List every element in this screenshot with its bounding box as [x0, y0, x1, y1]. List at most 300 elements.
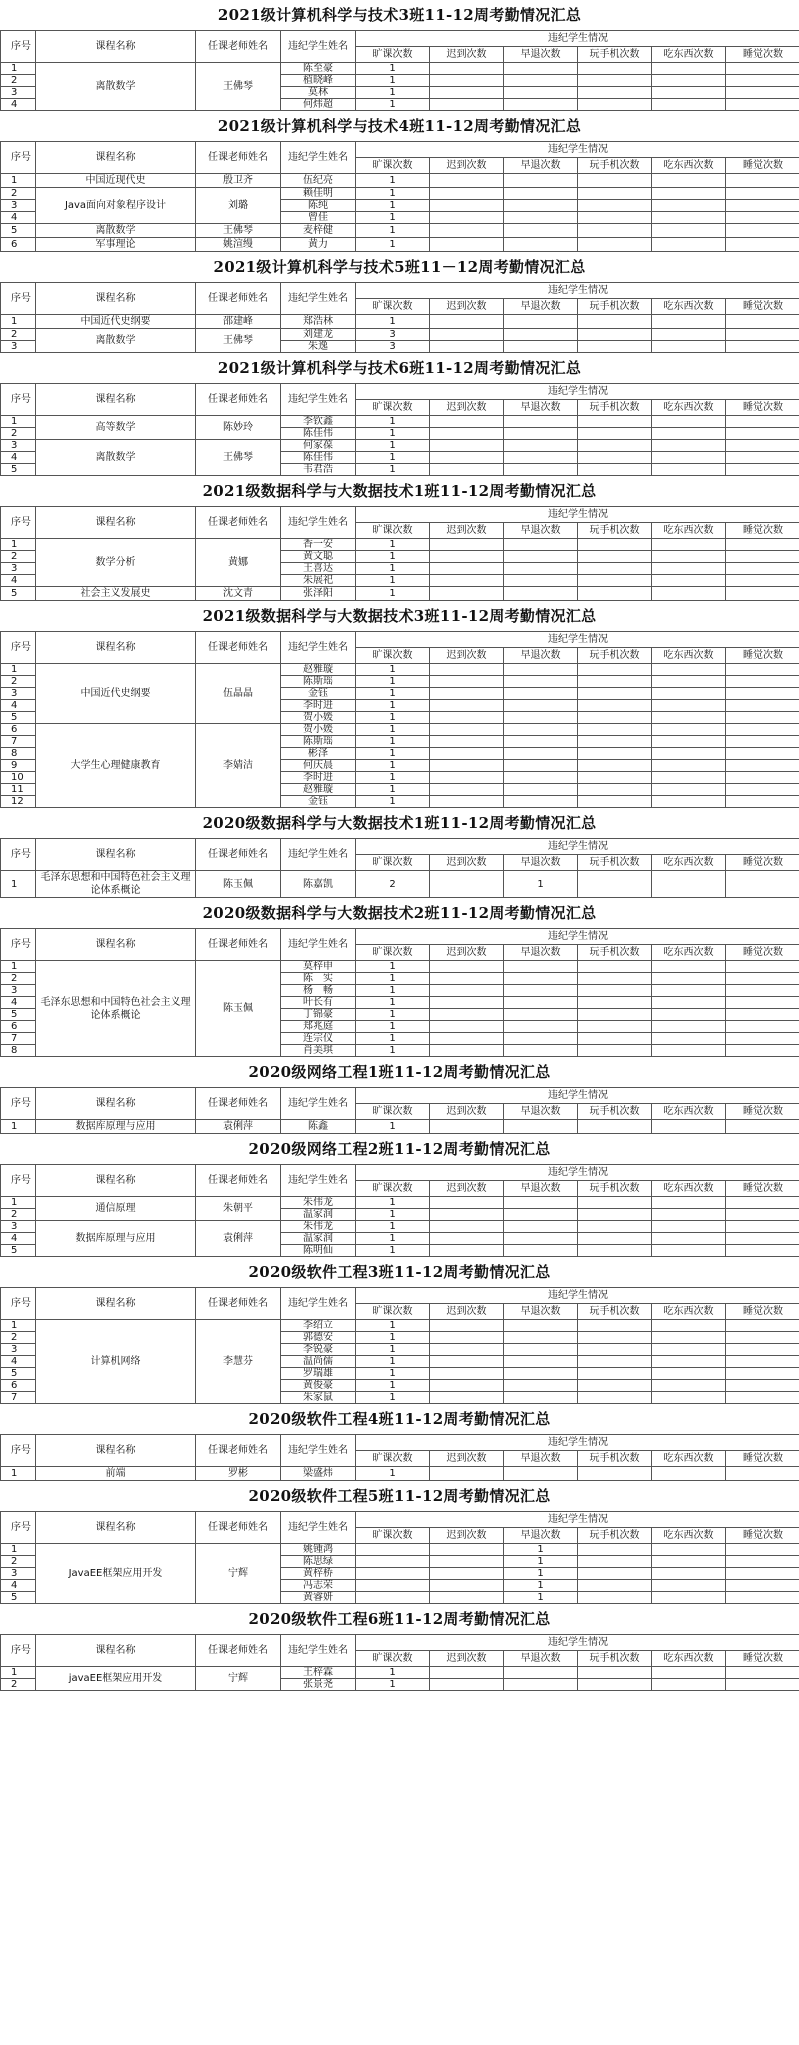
count-cell: [726, 1120, 799, 1134]
table-row: [1, 664, 799, 676]
header-seq: 序号: [1, 507, 36, 539]
count-cell: [430, 1344, 504, 1356]
count-cell: [578, 871, 652, 898]
count-cell: [356, 1580, 430, 1592]
header-count-col: 旷课次数: [356, 1528, 430, 1544]
count-cell: [430, 784, 504, 796]
count-cell: [726, 440, 799, 452]
count-cell: 1: [356, 760, 430, 772]
count-cell: [578, 563, 652, 575]
count-cell: [504, 87, 578, 99]
count-cell: [726, 1544, 799, 1556]
attendance-table: [0, 1511, 799, 1604]
count-cell: 1: [356, 416, 430, 428]
row-seq: 1: [1, 174, 36, 188]
count-cell: 1: [356, 1233, 430, 1245]
student-name: 贺小媛: [281, 712, 356, 724]
header-course: 课程名称: [36, 839, 196, 871]
count-cell: [430, 1356, 504, 1368]
count-cell: [652, 1209, 726, 1221]
count-cell: [652, 99, 726, 111]
count-cell: [726, 784, 799, 796]
count-cell: [726, 712, 799, 724]
count-cell: [578, 575, 652, 587]
count-cell: [504, 688, 578, 700]
table-row: [1, 1544, 799, 1556]
count-cell: [356, 1544, 430, 1556]
count-cell: [504, 1120, 578, 1134]
header-count-col: 睡觉次数: [726, 1181, 799, 1197]
header-count-col: 睡觉次数: [726, 299, 799, 315]
count-cell: [578, 724, 652, 736]
count-cell: [652, 224, 726, 238]
count-cell: [430, 1580, 504, 1592]
count-cell: [726, 1392, 799, 1404]
row-seq: 4: [1, 212, 36, 224]
count-cell: [430, 75, 504, 87]
count-cell: [430, 1380, 504, 1392]
student-name: 何炜超: [281, 99, 356, 111]
count-cell: [578, 1197, 652, 1209]
header-course: 课程名称: [36, 1435, 196, 1467]
count-cell: 1: [356, 188, 430, 200]
header-seq: 序号: [1, 384, 36, 416]
count-cell: [578, 1568, 652, 1580]
count-cell: 2: [356, 871, 430, 898]
count-cell: [504, 563, 578, 575]
count-cell: [430, 748, 504, 760]
section-title: 2021级计算机科学与技术6班11-12周考勤情况汇总: [217, 359, 582, 377]
count-cell: [430, 563, 504, 575]
count-cell: 1: [356, 712, 430, 724]
count-cell: [430, 1320, 504, 1332]
count-cell: [652, 1667, 726, 1679]
student-name: 朱展祀: [281, 575, 356, 587]
count-cell: [578, 341, 652, 353]
course-name: javaEE框架应用开发: [36, 1667, 196, 1691]
course-name: 数据库原理与应用: [36, 1120, 196, 1134]
count-cell: [356, 1568, 430, 1580]
count-cell: [504, 539, 578, 551]
row-seq: 1: [1, 539, 36, 551]
count-cell: [652, 1045, 726, 1057]
count-cell: [504, 1021, 578, 1033]
count-cell: [578, 428, 652, 440]
count-cell: 1: [356, 1221, 430, 1233]
table-row: [1, 440, 799, 452]
header-row: [1, 929, 799, 945]
count-cell: [578, 1356, 652, 1368]
header-row: [1, 839, 799, 855]
count-cell: [504, 188, 578, 200]
count-cell: [652, 587, 726, 601]
count-cell: 1: [356, 1368, 430, 1380]
attendance-table: [0, 1287, 799, 1404]
count-cell: [652, 676, 726, 688]
count-cell: [652, 212, 726, 224]
header-count-col: 吃东西次数: [652, 400, 726, 416]
student-name: 金钰: [281, 688, 356, 700]
header-count-col: 睡觉次数: [726, 1528, 799, 1544]
student-name: 韦君浩: [281, 464, 356, 476]
header-count-col: 早退次数: [504, 1104, 578, 1120]
teacher-name: 陈玉佩: [196, 871, 281, 898]
table-row: [1, 587, 799, 601]
count-cell: [726, 224, 799, 238]
count-cell: [504, 315, 578, 329]
student-name: 温家润: [281, 1233, 356, 1245]
count-cell: [726, 676, 799, 688]
student-name: 赵雅璇: [281, 784, 356, 796]
table-row: [1, 188, 799, 200]
count-cell: [430, 1033, 504, 1045]
count-cell: [652, 575, 726, 587]
count-cell: 1: [356, 174, 430, 188]
count-cell: [578, 87, 652, 99]
count-cell: [430, 760, 504, 772]
count-cell: [726, 973, 799, 985]
course-name: 计算机网络: [36, 1320, 196, 1404]
teacher-name: 王佛琴: [196, 440, 281, 476]
count-cell: [504, 1368, 578, 1380]
count-cell: [726, 539, 799, 551]
header-row: [1, 1512, 799, 1528]
count-cell: [652, 1344, 726, 1356]
header-count-col: 迟到次数: [430, 1304, 504, 1320]
count-cell: [430, 63, 504, 75]
count-cell: [652, 1679, 726, 1691]
count-cell: [578, 587, 652, 601]
count-cell: [726, 1356, 799, 1368]
row-seq: 4: [1, 1233, 36, 1245]
count-cell: [578, 1233, 652, 1245]
count-cell: [504, 1320, 578, 1332]
header-count-col: 玩手机次数: [578, 855, 652, 871]
header-violation-group: 违纪学生情况: [356, 142, 799, 158]
row-seq: 7: [1, 736, 36, 748]
header-count-col: 早退次数: [504, 400, 578, 416]
count-cell: [652, 688, 726, 700]
header-seq: 序号: [1, 1435, 36, 1467]
header-teacher: 任课老师姓名: [196, 839, 281, 871]
header-count-col: 早退次数: [504, 648, 578, 664]
student-name: 何家葆: [281, 440, 356, 452]
header-count-col: 早退次数: [504, 855, 578, 871]
header-row: [1, 283, 799, 299]
header-count-col: 吃东西次数: [652, 1451, 726, 1467]
student-name: 连宗仪: [281, 1033, 356, 1045]
count-cell: [652, 200, 726, 212]
count-cell: [578, 63, 652, 75]
attendance-section: [0, 476, 799, 601]
header-student: 违纪学生姓名: [281, 1165, 356, 1197]
course-name: 中国近代史纲要: [36, 315, 196, 329]
count-cell: [504, 464, 578, 476]
row-seq: 5: [1, 1245, 36, 1257]
count-cell: [578, 1380, 652, 1392]
header-student: 违纪学生姓名: [281, 1288, 356, 1320]
row-seq: 5: [1, 1368, 36, 1380]
teacher-name: 邵建峰: [196, 315, 281, 329]
count-cell: [726, 1368, 799, 1380]
student-name: 王梓霖: [281, 1667, 356, 1679]
row-seq: 6: [1, 1380, 36, 1392]
count-cell: [430, 700, 504, 712]
count-cell: [726, 961, 799, 973]
count-cell: [504, 676, 578, 688]
student-name: 李时进: [281, 772, 356, 784]
count-cell: [578, 212, 652, 224]
header-count-col: 迟到次数: [430, 1181, 504, 1197]
count-cell: [652, 329, 726, 341]
row-seq: 4: [1, 700, 36, 712]
header-count-col: 迟到次数: [430, 400, 504, 416]
count-cell: [504, 1245, 578, 1257]
count-cell: 1: [356, 1356, 430, 1368]
teacher-name: 宁辉: [196, 1667, 281, 1691]
student-name: 陈嘉凯: [281, 871, 356, 898]
table-row: [1, 1667, 799, 1679]
count-cell: 1: [356, 1392, 430, 1404]
attendance-section: [0, 898, 799, 1057]
student-name: 陈佳伟: [281, 428, 356, 440]
count-cell: [430, 575, 504, 587]
count-cell: [504, 1233, 578, 1245]
count-cell: [578, 440, 652, 452]
row-seq: 2: [1, 1209, 36, 1221]
count-cell: [726, 997, 799, 1009]
count-cell: [652, 563, 726, 575]
count-cell: [430, 87, 504, 99]
row-seq: 2: [1, 428, 36, 440]
student-name: 郭德安: [281, 1332, 356, 1344]
row-seq: 5: [1, 587, 36, 601]
count-cell: [504, 212, 578, 224]
table-row: [1, 961, 799, 973]
count-cell: [652, 1245, 726, 1257]
count-cell: 1: [356, 212, 430, 224]
count-cell: [578, 464, 652, 476]
count-cell: [578, 784, 652, 796]
count-cell: [504, 551, 578, 563]
header-teacher: 任课老师姓名: [196, 1635, 281, 1667]
course-name: JavaEE框架应用开发: [36, 1544, 196, 1604]
header-teacher: 任课老师姓名: [196, 1165, 281, 1197]
count-cell: [430, 1667, 504, 1679]
student-name: 黄睿妍: [281, 1592, 356, 1604]
course-name: 通信原理: [36, 1197, 196, 1221]
count-cell: [578, 224, 652, 238]
row-seq: 4: [1, 1580, 36, 1592]
row-seq: 3: [1, 1344, 36, 1356]
header-course: 课程名称: [36, 384, 196, 416]
header-count-col: 玩手机次数: [578, 47, 652, 63]
count-cell: [652, 1332, 726, 1344]
count-cell: [430, 1233, 504, 1245]
header-count-col: 玩手机次数: [578, 1451, 652, 1467]
count-cell: [504, 1392, 578, 1404]
count-cell: [652, 871, 726, 898]
header-student: 违纪学生姓名: [281, 1088, 356, 1120]
row-seq: 5: [1, 224, 36, 238]
count-cell: [652, 700, 726, 712]
count-cell: 1: [356, 664, 430, 676]
header-count-col: 睡觉次数: [726, 400, 799, 416]
row-seq: 3: [1, 563, 36, 575]
student-name: 温家润: [281, 1209, 356, 1221]
header-count-col: 旷课次数: [356, 945, 430, 961]
count-cell: [504, 1197, 578, 1209]
count-cell: [430, 188, 504, 200]
student-name: 曾佳: [281, 212, 356, 224]
student-name: 陈至豪: [281, 63, 356, 75]
student-name: 温尚儒: [281, 1356, 356, 1368]
count-cell: 1: [356, 563, 430, 575]
teacher-name: 伍晶晶: [196, 664, 281, 724]
student-name: 贺小媛: [281, 724, 356, 736]
header-violation-group: 违纪学生情况: [356, 507, 799, 523]
count-cell: [430, 200, 504, 212]
section-title: 2020级数据科学与大数据技术2班11-12周考勤情况汇总: [202, 904, 597, 922]
count-cell: [578, 188, 652, 200]
header-count-col: 玩手机次数: [578, 1528, 652, 1544]
row-seq: 6: [1, 238, 36, 252]
header-row: [1, 31, 799, 47]
row-seq: 1: [1, 416, 36, 428]
count-cell: 1: [356, 676, 430, 688]
count-cell: [652, 341, 726, 353]
count-cell: [430, 1568, 504, 1580]
count-cell: 1: [356, 200, 430, 212]
course-name: 军事理论: [36, 238, 196, 252]
count-cell: 1: [356, 238, 430, 252]
header-count-col: 早退次数: [504, 1528, 578, 1544]
row-seq: 10: [1, 772, 36, 784]
count-cell: [652, 87, 726, 99]
header-student: 违纪学生姓名: [281, 839, 356, 871]
count-cell: [430, 688, 504, 700]
count-cell: 1: [356, 772, 430, 784]
course-name: 大学生心理健康教育: [36, 724, 196, 808]
count-cell: [504, 961, 578, 973]
count-cell: 1: [356, 1245, 430, 1257]
count-cell: [504, 997, 578, 1009]
count-cell: [652, 724, 726, 736]
header-course: 课程名称: [36, 1165, 196, 1197]
section-title: 2020级网络工程2班11-12周考勤情况汇总: [248, 1140, 551, 1158]
count-cell: [726, 736, 799, 748]
count-cell: [504, 1380, 578, 1392]
course-name: Java面向对象程序设计: [36, 188, 196, 224]
count-cell: 1: [356, 1667, 430, 1679]
header-row: [1, 1165, 799, 1181]
header-count-col: 早退次数: [504, 1181, 578, 1197]
count-cell: [504, 99, 578, 111]
student-name: 梁盛炜: [281, 1467, 356, 1481]
count-cell: [726, 1021, 799, 1033]
student-name: 陈鑫: [281, 1120, 356, 1134]
header-count-col: 吃东西次数: [652, 523, 726, 539]
count-cell: [652, 985, 726, 997]
count-cell: 1: [504, 871, 578, 898]
count-cell: [356, 1592, 430, 1604]
count-cell: [504, 1344, 578, 1356]
student-name: 麦梓健: [281, 224, 356, 238]
count-cell: [578, 1221, 652, 1233]
row-seq: 1: [1, 664, 36, 676]
row-seq: 8: [1, 748, 36, 760]
count-cell: [430, 212, 504, 224]
student-name: 王喜达: [281, 563, 356, 575]
count-cell: [652, 736, 726, 748]
count-cell: [652, 551, 726, 563]
count-cell: [652, 973, 726, 985]
count-cell: 1: [356, 464, 430, 476]
row-seq: 12: [1, 796, 36, 808]
count-cell: 1: [356, 1679, 430, 1691]
header-course: 课程名称: [36, 929, 196, 961]
count-cell: 1: [356, 63, 430, 75]
count-cell: [726, 575, 799, 587]
count-cell: [430, 961, 504, 973]
count-cell: [430, 539, 504, 551]
row-seq: 11: [1, 784, 36, 796]
student-name: 香一安: [281, 539, 356, 551]
count-cell: [430, 1209, 504, 1221]
count-cell: [578, 1209, 652, 1221]
count-cell: [578, 452, 652, 464]
count-cell: [726, 452, 799, 464]
header-count-col: 玩手机次数: [578, 1651, 652, 1667]
count-cell: [430, 587, 504, 601]
count-cell: [652, 188, 726, 200]
row-seq: 6: [1, 1021, 36, 1033]
header-row: [1, 1635, 799, 1651]
attendance-section: [0, 1257, 799, 1404]
count-cell: [578, 961, 652, 973]
count-cell: [652, 1380, 726, 1392]
row-seq: 4: [1, 452, 36, 464]
header-teacher: 任课老师姓名: [196, 929, 281, 961]
count-cell: [726, 174, 799, 188]
count-cell: 1: [356, 87, 430, 99]
header-seq: 序号: [1, 1088, 36, 1120]
count-cell: [430, 99, 504, 111]
attendance-table: [0, 1164, 799, 1257]
count-cell: 3: [356, 329, 430, 341]
row-seq: 3: [1, 688, 36, 700]
count-cell: [504, 772, 578, 784]
row-seq: 2: [1, 188, 36, 200]
count-cell: [504, 1221, 578, 1233]
count-cell: 1: [356, 796, 430, 808]
attendance-section: [0, 1481, 799, 1604]
header-student: 违纪学生姓名: [281, 1435, 356, 1467]
count-cell: [504, 973, 578, 985]
header-count-col: 吃东西次数: [652, 1651, 726, 1667]
header-count-col: 睡觉次数: [726, 158, 799, 174]
header-count-col: 玩手机次数: [578, 1104, 652, 1120]
teacher-name: 袁俐萍: [196, 1221, 281, 1257]
header-seq: 序号: [1, 1635, 36, 1667]
count-cell: 1: [356, 224, 430, 238]
count-cell: [504, 724, 578, 736]
course-name: 高等数学: [36, 416, 196, 440]
count-cell: [726, 212, 799, 224]
attendance-table: [0, 282, 799, 353]
count-cell: [430, 1544, 504, 1556]
row-seq: 3: [1, 985, 36, 997]
